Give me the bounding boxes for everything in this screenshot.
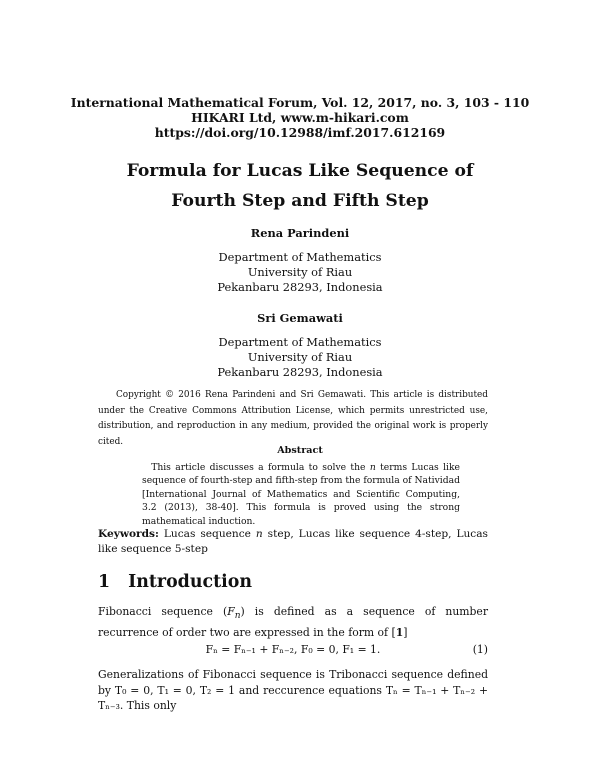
keywords-text-a: Lucas sequence (158, 528, 256, 540)
affiliation-address: Pekanbaru 28293, Indonesia (217, 365, 383, 379)
copyright-notice (98, 388, 488, 450)
abstract-var-n: n (369, 462, 376, 473)
keywords-var-n: n (255, 528, 263, 540)
equation-1 (98, 643, 488, 659)
affiliation-dept: Department of Mathematics (218, 250, 382, 264)
affiliation-address: Pekanbaru 28293, Indonesia (217, 280, 383, 294)
equation-number: (1) (472, 643, 488, 656)
keywords (98, 527, 488, 557)
journal-citation: International Mathematical Forum, Vol. 12, 2017, no. 3, 103 - 110 (70, 95, 530, 110)
author-name-1: Rena Parindeni (250, 226, 350, 240)
equation-expression: Fₙ = Fₙ₋₁ + Fₙ₋₂, F₀ = 0, F₁ = 1. (205, 643, 381, 656)
abstract-text-b: terms Lucas like sequence of fourth-step and fifth-step from the formula of Natividad [International Journal of Mathematics and Scientific Computing, 3.2 (2013), 38-40]. This formula is proved using the strong mathematical induction. (142, 462, 460, 527)
affiliation-univ: University of Riau (247, 350, 353, 364)
author-affiliation-1 (0, 250, 600, 295)
p1-var-f: F (227, 605, 235, 618)
intro-paragraph-2: Generalizations of Fibonacci sequence is Tribonacci sequence defined by T₀ = 0, T₁ = 0, T₂ = 1 and reccurence equations Tₙ = Tₙ₋₁ + Tₙ₋₂ + Tₙ₋₃. This only (98, 668, 488, 712)
paper-title (0, 156, 600, 216)
abstract-body (142, 461, 460, 528)
affiliation-univ: University of Riau (247, 265, 353, 279)
section-number: 1 (98, 572, 111, 592)
keywords-text-b: step, Lucas like sequence 4-step, Lucas like sequence 5-step (98, 528, 488, 555)
keywords-label: Keywords: (98, 528, 159, 540)
p1-sub-n: n (234, 611, 241, 622)
title-line-1: Formula for Lucas Like Sequence of (126, 161, 474, 181)
p1-text-b: ) is defined as a sequence of number recurrence of order two are expressed in the form of [ (98, 605, 488, 639)
section-title: Introduction (128, 572, 252, 592)
title-line-2: Fourth Step and Fifth Step (171, 191, 429, 211)
abstract-text-a: This article discusses a formula to solve the (151, 462, 370, 473)
author-name-2: Sri Gemawati (257, 311, 343, 325)
affiliation-dept: Department of Mathematics (218, 335, 382, 349)
journal-header (0, 95, 600, 140)
intro-paragraph-1 (98, 604, 488, 640)
doi-link[interactable]: https://doi.org/10.12988/imf.2017.612169 (154, 125, 446, 140)
reference-link[interactable]: 1 (395, 625, 404, 639)
copyright-text: Copyright © 2016 Rena Parindeni and Sri Gemawati. This article is distributed under the Creative Commons Attribution License, which permits unrestricted use, distribution, and reproduction in any medium, provided the original work is properly cited. (98, 390, 488, 447)
p1-text-a: Fibonacci sequence ( (98, 605, 228, 618)
section-heading (98, 572, 252, 592)
publisher-line: HIKARI Ltd, www.m-hikari.com (191, 110, 409, 125)
author-affiliation-2 (0, 335, 600, 380)
abstract-heading: Abstract (277, 445, 323, 456)
p1-text-c: ] (403, 625, 408, 639)
